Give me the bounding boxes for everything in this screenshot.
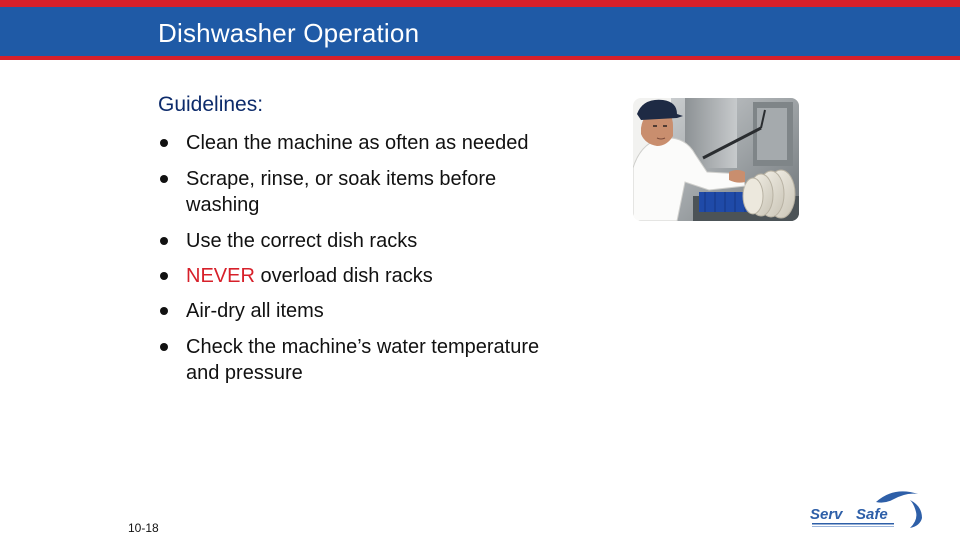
- slide-title: Dishwasher Operation: [158, 18, 420, 48]
- section-heading: Guidelines:: [158, 93, 264, 116]
- emphasis-text: NEVER: [186, 265, 255, 287]
- dishwasher-worker-photo: [633, 98, 799, 221]
- bullet-text: Use the correct dish racks: [186, 230, 418, 252]
- servsafe-logo: [806, 488, 928, 534]
- header-top-stripe: [0, 0, 960, 7]
- bullet-icon: [160, 175, 168, 183]
- bullet-icon: [160, 139, 168, 147]
- page-number: 10-18: [128, 521, 159, 535]
- guideline-list: [160, 130, 540, 386]
- logo-serv-text: Serv: [810, 506, 843, 523]
- list-item: [160, 130, 540, 156]
- list-item: [160, 334, 540, 386]
- bullet-text: Clean the machine as often as needed: [186, 132, 529, 154]
- bullet-text: overload dish racks: [254, 265, 433, 287]
- bullet-icon: [160, 343, 168, 351]
- list-item: [160, 228, 540, 254]
- bullet-icon: [160, 237, 168, 245]
- bullet-icon: [160, 272, 168, 280]
- logo-safe-text: Safe: [856, 506, 888, 523]
- bullet-text: Check the machine’s water temperature and pressure: [186, 336, 540, 384]
- header-bar: [0, 7, 960, 56]
- list-item: [160, 298, 540, 324]
- list-item: [160, 263, 540, 289]
- bullet-text: Scrape, rinse, or soak items before washing: [186, 168, 497, 216]
- bullet-icon: [160, 307, 168, 315]
- bullet-text: Air-dry all items: [186, 300, 324, 322]
- list-item: [160, 166, 540, 218]
- header-bottom-stripe: [0, 56, 960, 60]
